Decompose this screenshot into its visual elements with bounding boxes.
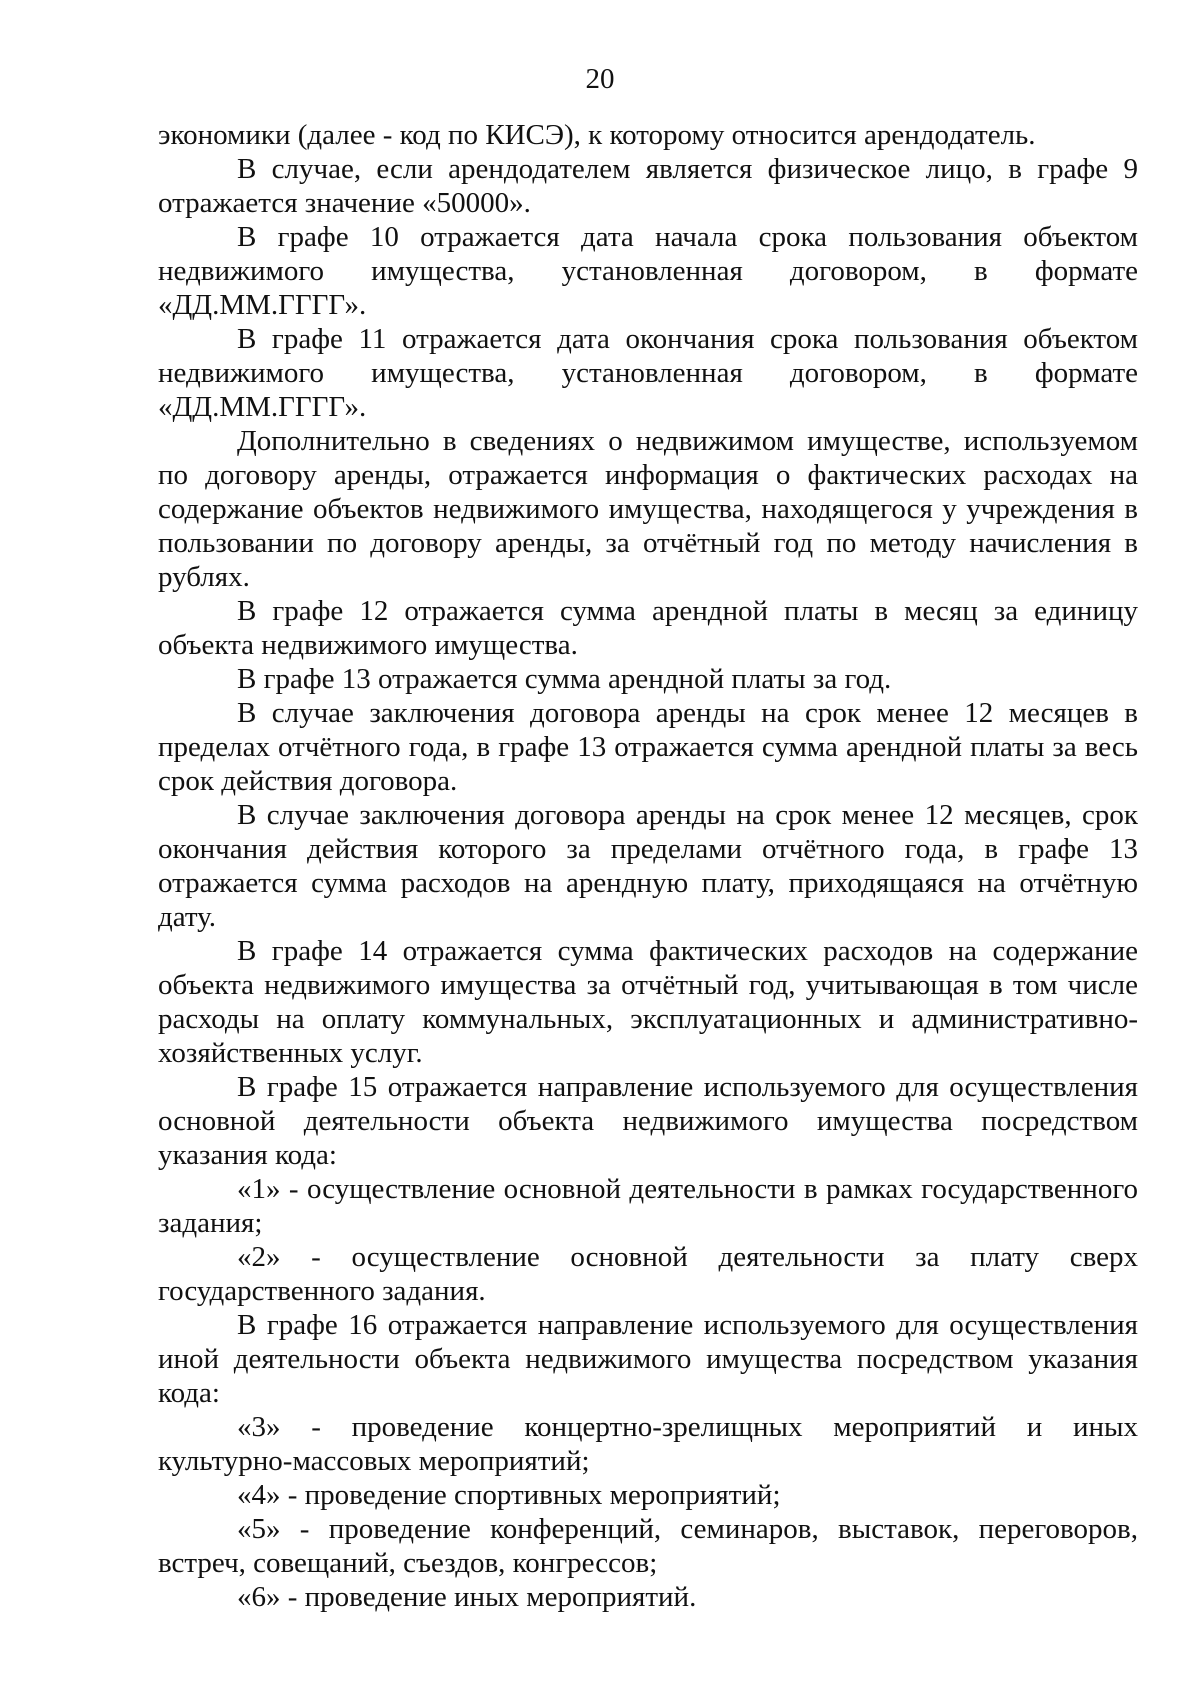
paragraph: В графе 15 отражается направление используемого для осуществления основной деятельности объекта недвижимого имущества посредством указания кода: <box>158 1071 1138 1171</box>
list-item-code-1: «1» - осуществление основной деятельности в рамках государственного задания; <box>158 1173 1138 1239</box>
paragraph: В случае заключения договора аренды на срок менее 12 месяцев в пределах отчётного года, в графе 13 отражается сумма арендной платы за весь срок действия договора. <box>158 697 1138 797</box>
paragraph: В графе 12 отражается сумма арендной платы в месяц за единицу объекта недвижимого имущества. <box>158 595 1138 661</box>
list-item-code-6: «6» - проведение иных мероприятий. <box>237 1581 697 1613</box>
paragraph: В случае заключения договора аренды на срок менее 12 месяцев, срок окончания действия которого за пределами отчётного года, в графе 13 отражается сумма расходов на арендную плату, приходящаяся на отчётную дату. <box>158 799 1138 933</box>
paragraph: Дополнительно в сведениях о недвижимом имуществе, используемом по договору аренды, отражается информация о фактических расходах на содержание объектов недвижимого имущества, находящегося у учреждения в пользовании по договору аренды, за отчётный год по методу начисления в рублях. <box>158 425 1138 593</box>
list-item-code-5: «5» - проведение конференций, семинаров, выставок, переговоров, встреч, совещаний, съездов, конгрессов; <box>158 1513 1138 1579</box>
paragraph: экономики (далее - код по КИСЭ), к которому относится арендодатель. <box>158 119 1036 151</box>
list-item-code-3: «3» - проведение концертно-зрелищных мероприятий и иных культурно-массовых мероприятий; <box>158 1411 1138 1477</box>
page-number: 20 <box>585 63 615 95</box>
paragraph: В случае, если арендодателем является физическое лицо, в графе 9 отражается значение «50000». <box>158 153 1138 219</box>
paragraph: В графе 10 отражается дата начала срока пользования объектом недвижимого имущества, установленная договором, в формате «ДД.ММ.ГГГГ». <box>158 221 1138 321</box>
paragraph: В графе 11 отражается дата окончания срока пользования объектом недвижимого имущества, установленная договором, в формате «ДД.ММ.ГГГГ». <box>158 323 1138 423</box>
document-body <box>158 118 1138 1614</box>
paragraph: В графе 14 отражается сумма фактических расходов на содержание объекта недвижимого имущества за отчётный год, учитывающая в том числе расходы на оплату коммунальных, эксплуатационных и административно-хозяйственных услуг. <box>158 935 1138 1069</box>
list-item-code-4: «4» - проведение спортивных мероприятий; <box>237 1479 781 1511</box>
paragraph: В графе 13 отражается сумма арендной платы за год. <box>237 663 892 695</box>
paragraph: В графе 16 отражается направление используемого для осуществления иной деятельности объекта недвижимого имущества посредством указания кода: <box>158 1309 1138 1409</box>
list-item-code-2: «2» - осуществление основной деятельности за плату сверх государственного задания. <box>158 1241 1138 1307</box>
